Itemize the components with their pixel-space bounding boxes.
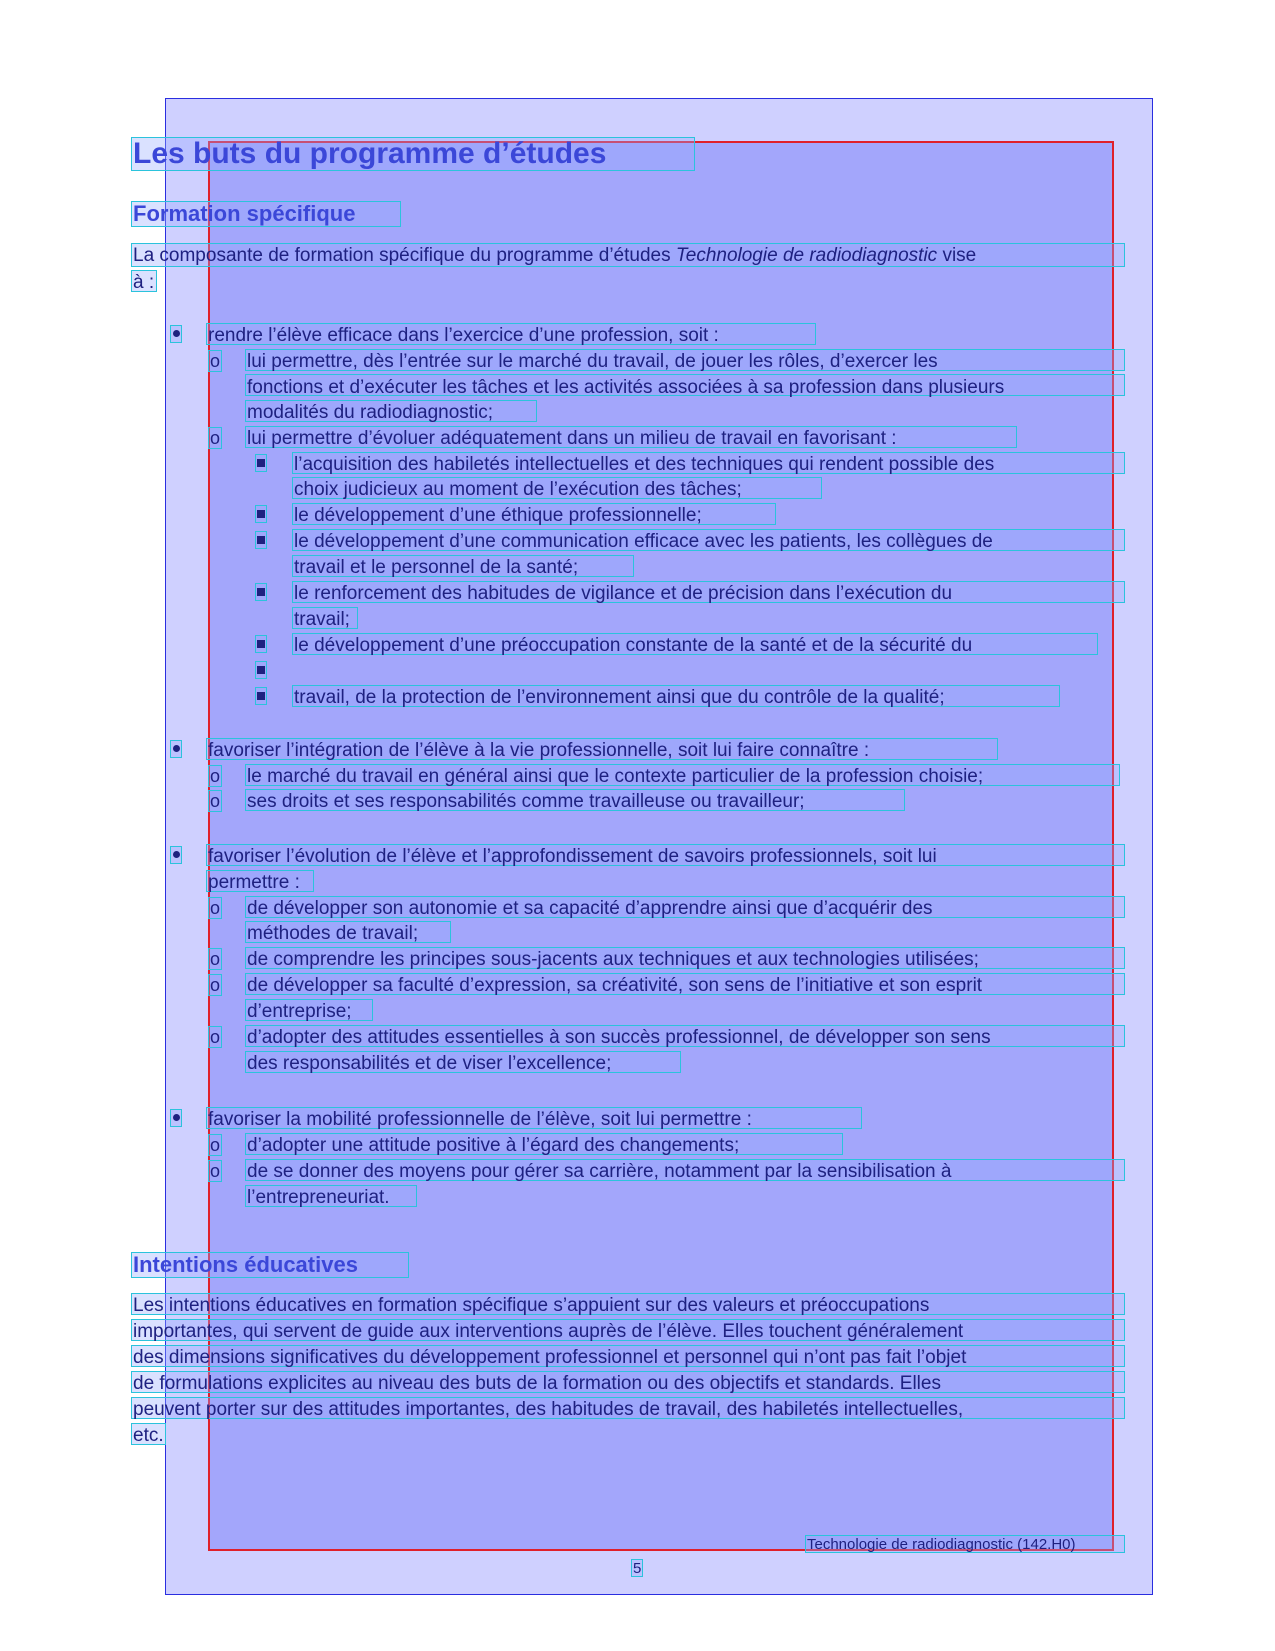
- list-item-lead-cont: permettre :: [208, 872, 300, 893]
- paragraph-line: peuvent porter sur des attitudes importantes, des habitudes de travail, des habiletés intellectuelles,: [133, 1399, 964, 1420]
- sub-item-line: méthodes de travail;: [247, 923, 419, 944]
- subsub-item-line: le développement d’une préoccupation constante de la santé et de la sécurité du: [294, 635, 973, 656]
- bullet-disc: [173, 851, 180, 858]
- sub-item-line: d’adopter une attitude positive à l’égard des changements;: [247, 1135, 740, 1156]
- sub-item-line: de comprendre les principes sous-jacents aux techniques et aux technologies utilisées;: [247, 949, 979, 970]
- bullet-circle: o: [210, 949, 221, 969]
- sub-item-line: de développer son autonomie et sa capacité d’apprendre ainsi que d’acquérir des: [247, 898, 933, 919]
- subsub-item-line: travail;: [294, 609, 350, 630]
- subsub-item-line: le renforcement des habitudes de vigilance et de précision dans l’exécution du: [294, 583, 953, 604]
- sub-item-line: modalités du radiodiagnostic;: [247, 402, 494, 423]
- program-name: Technologie de radiodiagnostic: [675, 245, 938, 266]
- bullet-circle: o: [210, 975, 221, 995]
- subsub-item-line: choix judicieux au moment de l’exécution des tâches;: [294, 479, 742, 500]
- bullet-square: [257, 510, 265, 518]
- list-item-lead: favoriser l’intégration de l’élève à la vie professionnelle, soit lui faire connaître :: [208, 740, 870, 761]
- paragraph-line: des dimensions significatives du développement professionnel et personnel qui n’ont pas fait l’objet: [133, 1347, 967, 1368]
- subsub-item-line: le développement d’une éthique professionnelle;: [294, 505, 702, 526]
- sub-item-line: lui permettre, dès l’entrée sur le marché du travail, de jouer les rôles, d’exercer les: [247, 351, 938, 372]
- sub-item-line: de développer sa faculté d’expression, sa créativité, son sens de l’initiative et son esprit: [247, 975, 983, 996]
- page-number: 5: [633, 1560, 642, 1577]
- list-item-lead: favoriser la mobilité professionnelle de l’élève, soit lui permettre :: [208, 1109, 752, 1130]
- bullet-circle: o: [210, 351, 221, 371]
- bullet-circle: o: [210, 1161, 221, 1181]
- intro-text: [133, 246, 976, 265]
- paragraph-line: etc.: [133, 1425, 164, 1446]
- section-heading-specific: Formation spécifique: [133, 201, 356, 226]
- intro-text-b: vise: [942, 245, 977, 266]
- bullet-square: [257, 666, 265, 674]
- list-item-lead: rendre l’élève efficace dans l’exercice d’une profession, soit :: [208, 325, 719, 346]
- bullet-disc: [173, 1114, 180, 1121]
- sub-item-line: l’entrepreneuriat.: [247, 1187, 390, 1208]
- list-item-lead: favoriser l’évolution de l’élève et l’approfondissement de savoirs professionnels, soit lui: [208, 846, 937, 867]
- intro-text-c: à :: [133, 272, 155, 293]
- sub-item-line: fonctions et d’exécuter les tâches et les activités associées à sa profession dans plusieurs: [247, 377, 1005, 398]
- sub-item-line: ses droits et ses responsabilités comme travailleuse ou travailleur;: [247, 791, 805, 812]
- subsub-item-line: l’acquisition des habiletés intellectuelles et des techniques qui rendent possible des: [294, 454, 995, 475]
- bullet-disc: [173, 330, 180, 337]
- sub-item-line: des responsabilités et de viser l’excellence;: [247, 1053, 612, 1074]
- bullet-circle: o: [210, 428, 221, 448]
- subsub-item-line: travail, de la protection de l’environnement ainsi que du contrôle de la qualité;: [294, 687, 945, 708]
- intro-text-a: La composante de formation spécifique du programme d’études: [133, 245, 671, 266]
- bullet-circle: o: [210, 1135, 221, 1155]
- sub-item-line: d’entreprise;: [247, 1001, 352, 1022]
- paragraph-line: importantes, qui servent de guide aux interventions auprès de l’élève. Elles touchent généralement: [133, 1321, 964, 1342]
- subsub-item-line: le développement d’une communication efficace avec les patients, les collègues de: [294, 531, 993, 552]
- sub-item-line: de se donner des moyens pour gérer sa carrière, notamment par la sensibilisation à: [247, 1161, 952, 1182]
- bullet-square: [257, 692, 265, 700]
- bullet-circle: o: [210, 898, 221, 918]
- sub-item-line: le marché du travail en général ainsi que le contexte particulier de la profession choisie;: [247, 766, 984, 787]
- bullet-disc: [173, 745, 180, 752]
- bullet-circle: o: [210, 791, 221, 811]
- sub-item-line: lui permettre d’évoluer adéquatement dans un milieu de travail en favorisant :: [247, 428, 897, 449]
- subsub-item-line: travail et le personnel de la santé;: [294, 557, 579, 578]
- bullet-circle: o: [210, 1027, 221, 1047]
- sub-item-line: d’adopter des attitudes essentielles à son succès professionnel, de développer son sens: [247, 1027, 991, 1048]
- paragraph-line: Les intentions éducatives en formation spécifique s’appuient sur des valeurs et préoccupations: [133, 1295, 930, 1316]
- footer-program: Technologie de radiodiagnostic (142.H0): [807, 1536, 1076, 1553]
- bullet-circle: o: [210, 766, 221, 786]
- bullet-square: [257, 459, 265, 467]
- bullet-square: [257, 640, 265, 648]
- bullet-square: [257, 536, 265, 544]
- paragraph-line: de formulations explicites au niveau des buts de la formation ou des objectifs et standards. Elles: [133, 1373, 941, 1394]
- page-title: Les buts du programme d’études: [133, 137, 607, 170]
- section-heading-intentions: Intentions éducatives: [133, 1252, 358, 1277]
- bullet-square: [257, 588, 265, 596]
